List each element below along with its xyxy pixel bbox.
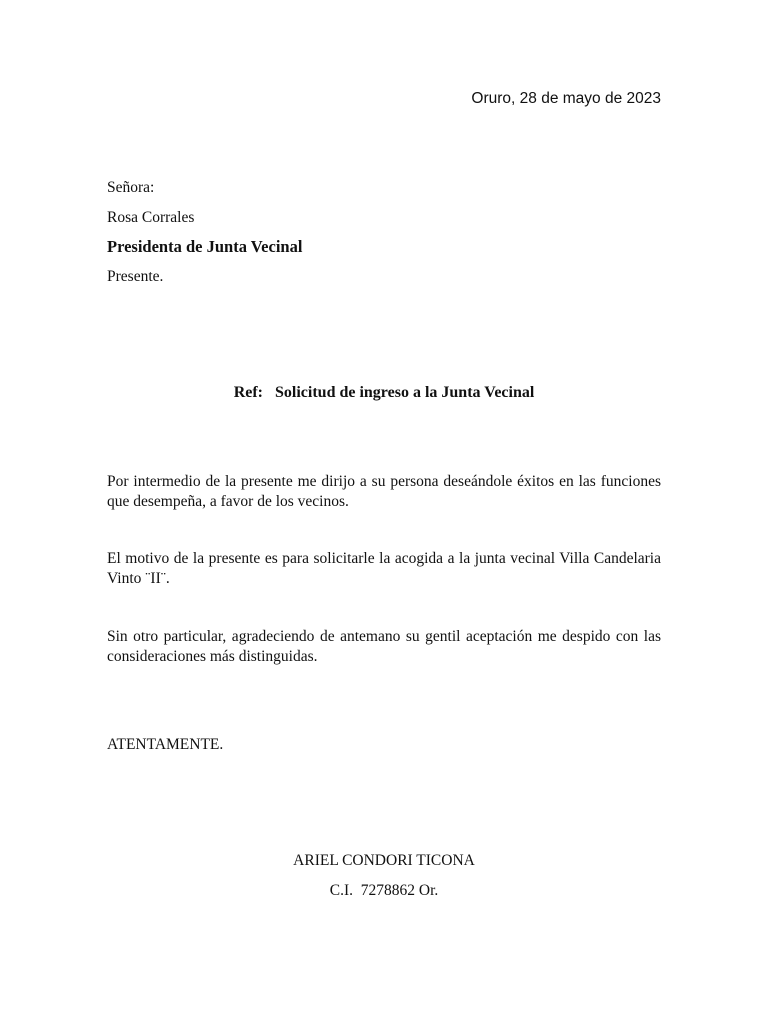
closing-line: ATENTAMENTE. (107, 736, 224, 753)
recipient-title: Presidenta de Junta Vecinal (107, 237, 303, 256)
body-paragraph-2: El motivo de la presente es para solicitarle la acogida a la junta vecinal Villa Candelaria Vinto ¨II¨. (107, 550, 661, 587)
letter-date: Oruro, 28 de mayo de 2023 (471, 90, 661, 107)
salutation: Señora: (107, 179, 155, 196)
signer-name: ARIEL CONDORI TICONA (293, 852, 475, 869)
body-paragraph-3: Sin otro particular, agradeciendo de antemano su gentil aceptación me despido con las consideraciones más distinguidas. (107, 628, 661, 665)
reference-line: Ref: Solicitud de ingreso a la Junta Vecinal (233, 384, 535, 401)
presente-line: Presente. (107, 267, 164, 285)
body-paragraph-1: Por intermedio de la presente me dirijo a su persona deseándole éxitos en las funciones que desempeña, a favor de los vecinos. (107, 473, 661, 510)
recipient-name: Rosa Corrales (107, 208, 195, 226)
signer-id: C.I. 7278862 Or. (329, 882, 439, 899)
addressee-block (107, 179, 302, 297)
